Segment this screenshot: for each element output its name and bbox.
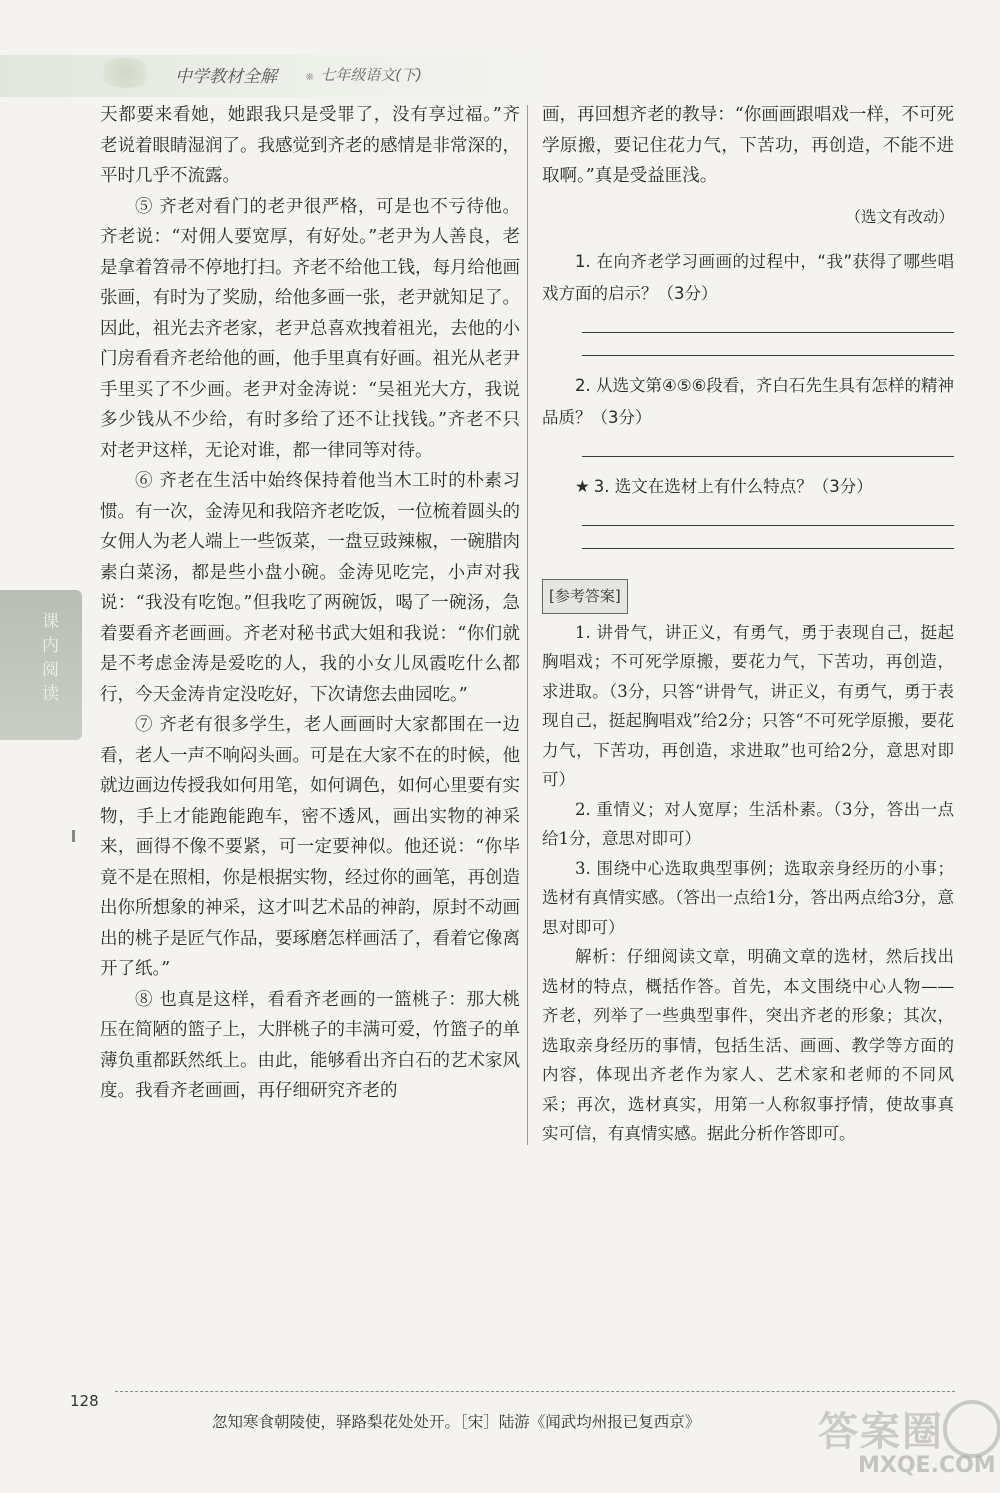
- answer-line[interactable]: [582, 548, 954, 549]
- margin-mark: [72, 830, 75, 842]
- star-icon: ★: [575, 477, 590, 496]
- paragraph: 天都要来看她，她跟我只是受罪了，没有享过福。”齐老说着眼睛湿润了。我感觉到齐老的感情是非常深的，平时几乎不流露。: [100, 105, 520, 186]
- reference-answer-label: [参考答案]: [542, 579, 628, 614]
- side-tab-label: 课内阅读: [42, 612, 59, 704]
- column-divider: [527, 105, 528, 1145]
- watermark-circle-icon: [943, 1400, 1000, 1458]
- paragraph: 画，再回想齐老的教导：“你画画跟唱戏一样，不可死学原搬，要记住花力气，下苦功，再创造，不能不进取啊。”真是受益匪浅。: [542, 105, 954, 186]
- answers-block: [542, 618, 954, 1149]
- question-3-text: 3. 选文在选材上有什么特点？（3分）: [593, 477, 873, 496]
- question-2: 2. 从选文第④⑤⑥段看，齐白石先生具有怎样的精神品质？（3分）: [542, 376, 954, 427]
- question-1: 1. 在向齐老学习画画的过程中，“我”获得了哪些唱戏方面的启示？（3分）: [542, 252, 954, 303]
- analysis: 解析：仔细阅读文章，明确文章的选材，然后找出选材的特点，概括作答。首先，本文围绕中心人物——齐老，列举了一些典型事件，突出齐老的形象；其次，选取亲身经历的事情，包括生活、画画、教学等方面的内容，体现出齐老作为家人、艺术家和老师的不同风采；再次，选材真实，用第一人称叙事抒情，使故事真实可信，有真情实感。据此分析作答即可。: [542, 947, 954, 1143]
- right-column: [542, 100, 954, 1149]
- answer-line[interactable]: [582, 525, 954, 526]
- question-3: [542, 471, 954, 503]
- source-note: （选文有改动）: [845, 207, 954, 226]
- watermark-url: MXQE.COM: [858, 1453, 996, 1478]
- side-tab: [0, 590, 82, 740]
- paragraph: ⑧ 也真是这样，看看齐老画的一篮桃子：那大桃压在简陋的篮子上，大胖桃子的丰满可爱，竹篮子的单薄负重都跃然纸上。由此，能够看出齐白石的艺术家风度。我看齐老画画，再仔细研究齐老的: [100, 989, 520, 1101]
- footer-quote: 忽知寒食朝陵使，驿路梨花处处开。［宋］陆游《闻武均州报已复西京》: [212, 1413, 701, 1431]
- watermark-logo: 答案圈: [818, 1409, 944, 1455]
- answer-3: 3. 围绕中心选取典型事例；选取亲身经历的小事；选材有真情实感。（答出一点给1分，答出两点给3分，意思对即可）: [542, 858, 954, 937]
- paragraph: ⑥ 齐老在生活中始终保持着他当木工时的朴素习惯。有一次，金涛见和我陪齐老吃饭，一位梳着圆头的女佣人为老人端上一些饭菜，一盘豆豉辣椒，一碗腊肉素白菜汤，都是些小盘小碗。金涛见吃完，小声对我说：“我没有吃饱。”但我吃了两碗饭，喝了一碗汤，急着要看齐老画画。齐老对秘书武大姐和我说：“你们就是不考虑金涛是爱吃的人，我的小女儿凤霞吃什么都行，今天金涛肯定没吃好，下次请您去曲园吃。”: [100, 471, 520, 705]
- answer-1: 1. 讲骨气，讲正义，有勇气，勇于表现自己，挺起胸唱戏；不可死学原搬，要花力气，下苦功，再创造，求进取。（3分，只答“讲骨气，讲正义，有勇气，勇于表现自己，挺起胸唱戏”给2分；只答“不可死学原搬，要花力气，下苦功，再创造，求进取”也可给2分，意思对即可）: [542, 622, 954, 789]
- header-subtitle: ※ 七年级语文(下): [305, 64, 422, 85]
- paragraph: ⑦ 齐老有很多学生，老人画画时大家都围在一边看，老人一声不响闷头画。可是在大家不在的时候，他就边画边传授我如何用笔，如何调色，如何心里要有实物，手上才能跑能跑车，密不透风，画出实物的神采来，画得不像不要紧，可一定要神似。他还说：“你毕竟不是在照相，你是根据实物，经过你的画笔，再创造出你所想象的神采，这才叫艺术品的神韵，原封不动画出的桃子是匠气作品，要琢磨怎样画活了，看着它像离开了纸。”: [100, 715, 520, 979]
- footer-rule: [115, 1391, 955, 1392]
- paragraph: ⑤ 齐老对看门的老尹很严格，可是也不亏待他。齐老说：“对佣人要宽厚，有好处。”老尹为人善良，老是拿着笤帚不停地打扫。齐老不给他工钱，每月给他画张画，有时为了奖励，给他多画一张，老尹就知足了。因此，祖光去齐老家，老尹总喜欢拽着祖光，去他的小门房看看齐老给他的画，他手里真有好画。祖光从老尹手里买了不少画。老尹对金涛说：“吴祖光大方，我说多少钱从不少给，有时多给了还不让找钱。”齐老不只对老尹这样，无论对谁，都一律同等对待。: [100, 196, 520, 461]
- answer-2: 2. 重情义；对人宽厚；生活朴素。（3分，答出一点给1分，意思对即可）: [542, 799, 954, 848]
- header-ornament-icon: [95, 58, 155, 88]
- page-header: [0, 55, 560, 97]
- answer-line[interactable]: [582, 332, 954, 333]
- left-column: [100, 100, 520, 1107]
- answer-line[interactable]: [582, 456, 954, 457]
- answer-line[interactable]: [582, 355, 954, 356]
- header-title: 中学教材全解: [175, 67, 277, 87]
- page-number: 128: [70, 1392, 99, 1410]
